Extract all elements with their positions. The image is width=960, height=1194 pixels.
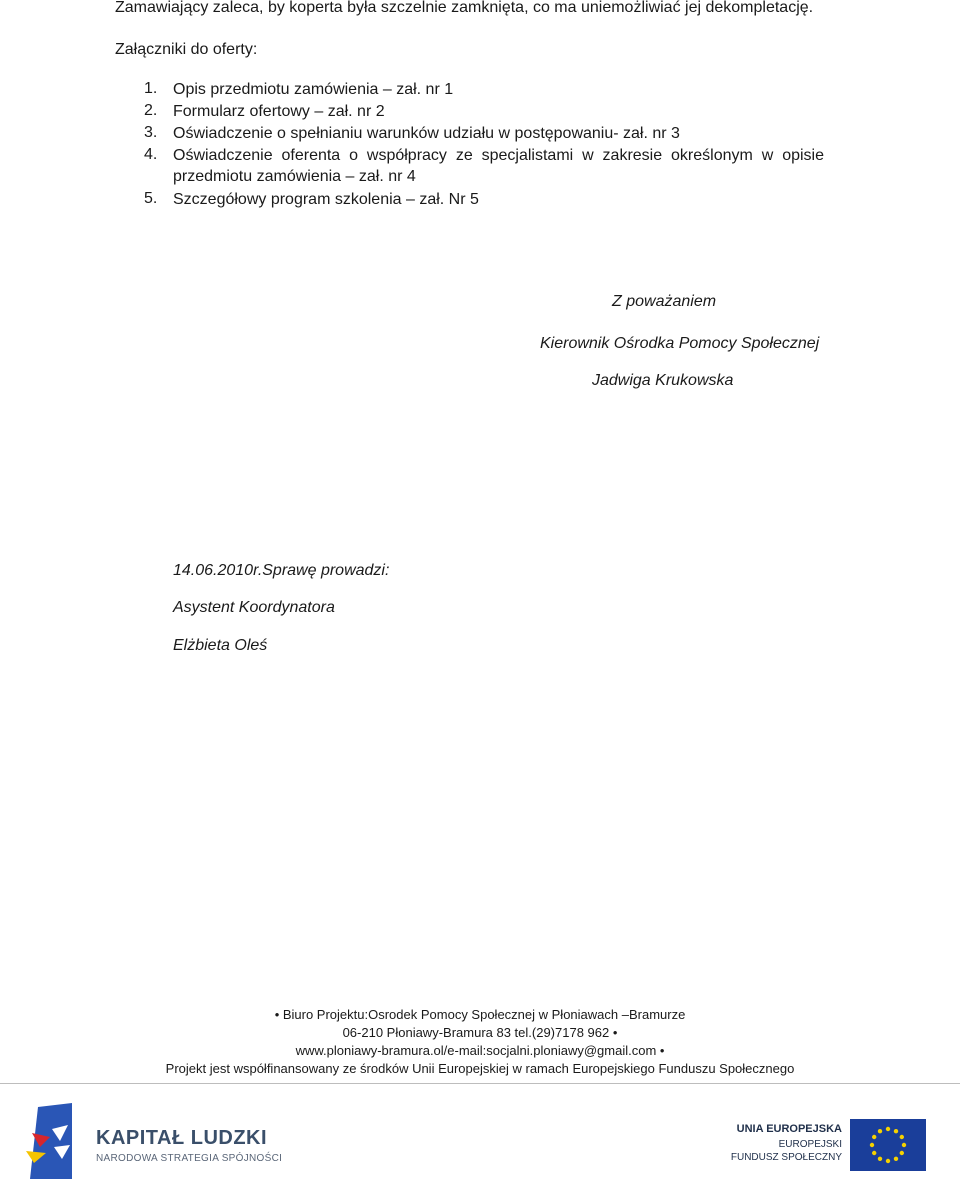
footer-address-line: • Biuro Projektu:Osrodek Pomocy Społecznej w Płoniawach –Bramurze	[274, 1007, 686, 1022]
list-item: Formularz ofertowy – zał. nr 2	[173, 103, 385, 120]
list-item: Szczegółowy program szkolenia – zał. Nr 5	[173, 191, 479, 208]
handler-name: Elżbieta Oleś	[173, 637, 268, 654]
list-item-number: 1.	[144, 80, 158, 97]
date-and-handler-label: 14.06.2010r.Sprawę prowadzi:	[173, 562, 390, 579]
list-item: Opis przedmiotu zamówienia – zał. nr 1	[173, 81, 454, 98]
kapital-ludzki-logo	[24, 1103, 284, 1183]
kapital-ludzki-emblem-icon	[24, 1103, 80, 1183]
handler-role: Asystent Koordynatora	[173, 599, 335, 616]
list-item: Oświadczenie oferenta o współpracy ze specjalistami w zakresie określonym w opisie przedmiotu zamówienia – zał. nr 4	[173, 147, 824, 185]
footer-divider	[0, 1083, 960, 1084]
eu-flag-icon	[850, 1119, 926, 1171]
signature-greeting: Z poważaniem	[612, 293, 717, 310]
eu-logo-line3: FUNDUSZ SPOŁECZNY	[730, 1152, 842, 1163]
signature-name: Jadwiga Krukowska	[592, 372, 734, 389]
eu-logo-line1: UNIA EUROPEJSKA	[736, 1123, 842, 1135]
eu-logo	[730, 1115, 930, 1175]
list-item-number: 4.	[144, 146, 158, 163]
kapital-ludzki-subtitle: NARODOWA STRATEGIA SPÓJNOŚCI	[96, 1153, 283, 1164]
footer-cofinancing-line: Projekt jest współfinansowany ze środków Unii Europejskiej w ramach Europejskiego Funduszu Społecznego	[165, 1061, 795, 1076]
footer-phone-line: 06-210 Płoniawy-Bramura 83 tel.(29)7178 962 •	[342, 1025, 618, 1040]
attachments-heading: Załączniki do oferty:	[115, 41, 258, 58]
eu-logo-line2: EUROPEJSKI	[778, 1139, 842, 1150]
signature-title: Kierownik Ośrodka Pomocy Społecznej	[540, 335, 820, 352]
list-item-number: 5.	[144, 190, 158, 207]
intro-text: Zamawiający zaleca, by koperta była szczelnie zamknięta, co ma uniemożliwiać jej dekompletację.	[115, 0, 814, 16]
list-item-number: 2.	[144, 102, 158, 119]
kapital-ludzki-title: KAPITAŁ LUDZKI	[96, 1127, 268, 1149]
list-item-number: 3.	[144, 124, 158, 141]
footer-web-line: www.ploniawy-bramura.ol/e-mail:socjalni.ploniawy@gmail.com •	[295, 1043, 665, 1058]
list-item: Oświadczenie o spełnianiu warunków udziału w postępowaniu- zał. nr 3	[173, 125, 680, 142]
